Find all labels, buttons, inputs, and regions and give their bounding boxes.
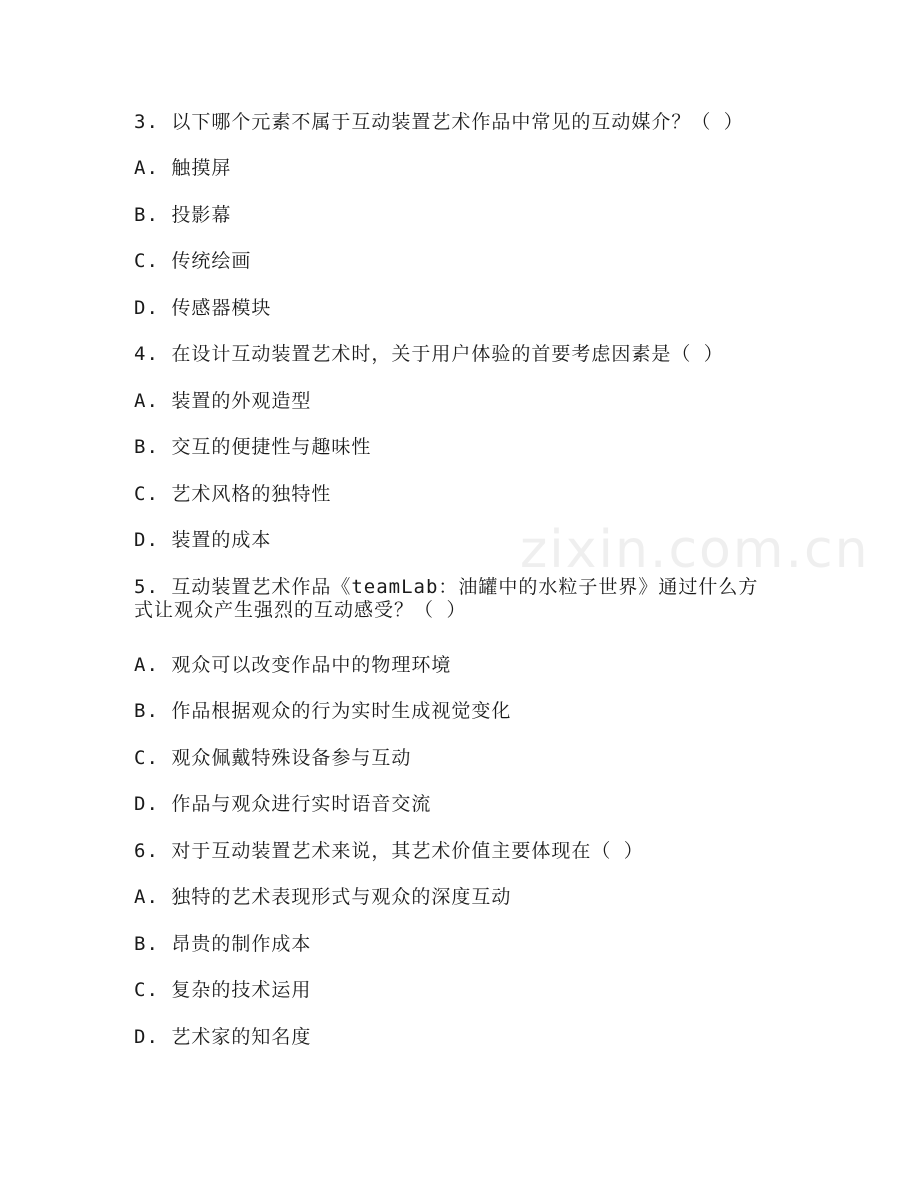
- question-3-option-d: D. 传感器模块: [134, 297, 272, 319]
- question-4-option-c: C. 艺术风格的独特性: [134, 483, 332, 505]
- question-4-option-a: A. 装置的外观造型: [134, 390, 312, 412]
- question-4-stem: 4. 在设计互动装置艺术时，关于用户体验的首要考虑因素是（ ）: [134, 343, 724, 365]
- watermark: zixin.com.cn: [520, 520, 870, 580]
- question-6-option-d: D. 艺术家的知名度: [134, 1026, 312, 1048]
- question-3-option-c: C. 传统绘画: [134, 250, 252, 272]
- question-6-option-c: C. 复杂的技术运用: [134, 979, 312, 1001]
- question-5-option-d: D. 作品与观众进行实时语音交流: [134, 793, 432, 815]
- question-3-option-b: B. 投影幕: [134, 204, 232, 226]
- question-5-option-b: B. 作品根据观众的行为实时生成视觉变化: [134, 700, 512, 722]
- question-5-option-a: A. 观众可以改变作品中的物理环境: [134, 654, 452, 676]
- question-6-stem: 6. 对于互动装置艺术来说，其艺术价值主要体现在（ ）: [134, 840, 644, 862]
- question-5-stem: 5. 互动装置艺术作品《teamLab：油罐中的水粒子世界》通过什么方式让观众产生强烈的互动感受？（ ）: [134, 576, 759, 621]
- question-3-stem: 3. 以下哪个元素不属于互动装置艺术作品中常见的互动媒介？（ ）: [134, 111, 744, 133]
- question-3-option-a: A. 触摸屏: [134, 157, 232, 179]
- question-6-option-a: A. 独特的艺术表现形式与观众的深度互动: [134, 886, 512, 908]
- question-4-option-d: D. 装置的成本: [134, 529, 272, 551]
- question-5-option-c: C. 观众佩戴特殊设备参与互动: [134, 747, 412, 769]
- question-4-option-b: B. 交互的便捷性与趣味性: [134, 436, 372, 458]
- question-6-option-b: B. 昂贵的制作成本: [134, 933, 312, 955]
